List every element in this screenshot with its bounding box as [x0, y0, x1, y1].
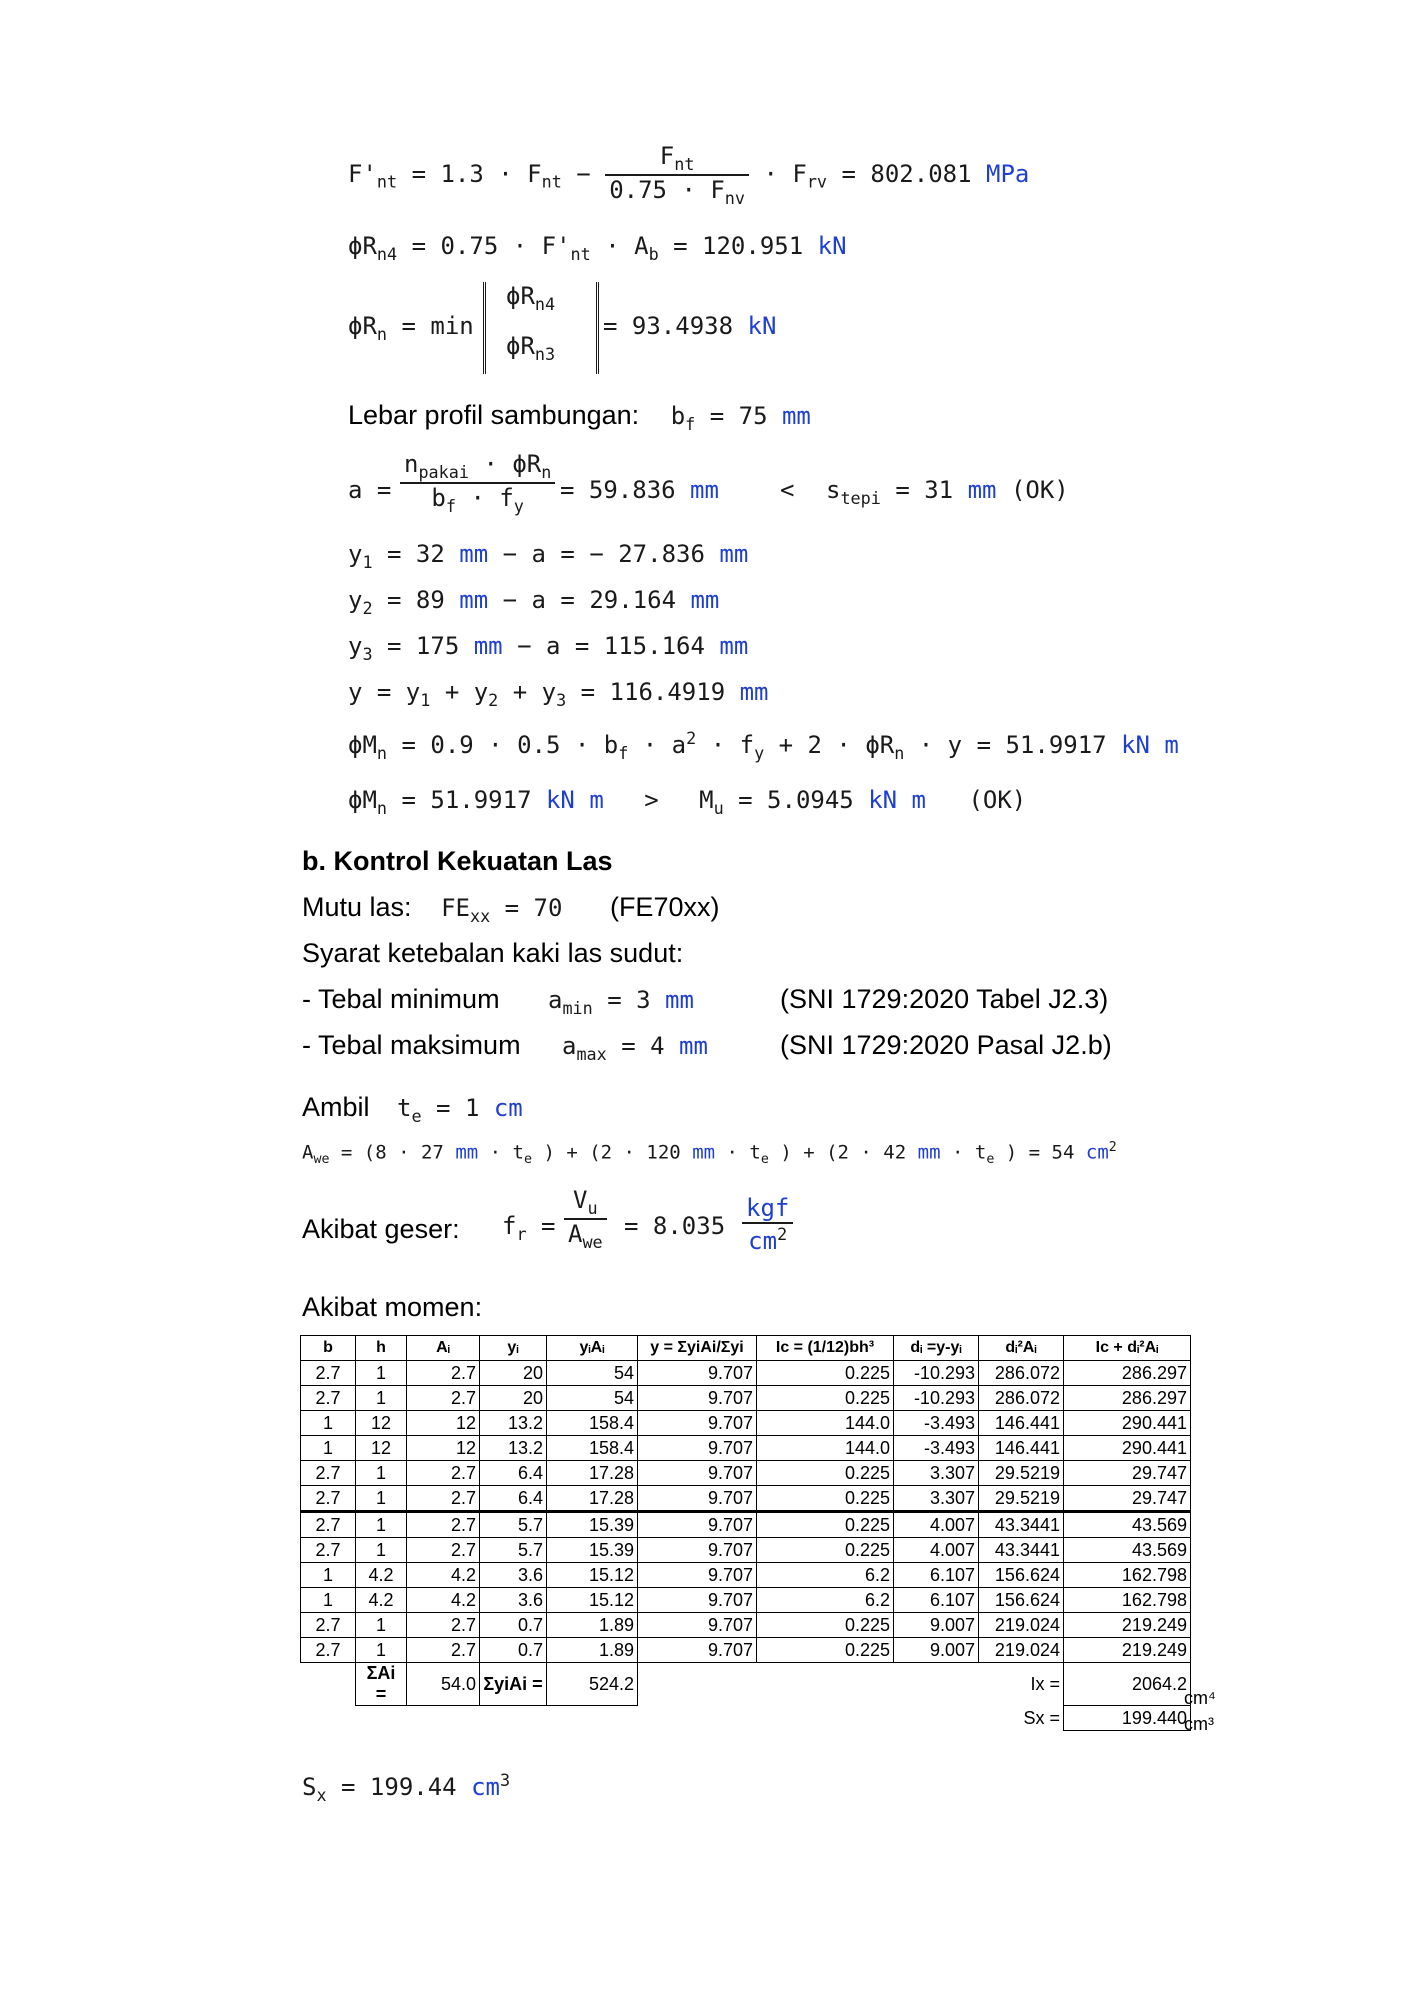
table-cell: 12: [356, 1411, 407, 1436]
table-cell: 2.7: [407, 1386, 480, 1411]
table-cell: 2.7: [407, 1486, 480, 1512]
table-cell: 1: [356, 1512, 407, 1538]
table-cell: 4.007: [894, 1538, 979, 1563]
section-heading: b. Kontrol Kekuatan Las: [302, 846, 613, 876]
col-di2ai: dᵢ²Aᵢ: [979, 1336, 1064, 1361]
table-cell: -3.493: [894, 1411, 979, 1436]
table-cell: 158.4: [547, 1436, 638, 1461]
table-cell: 1: [356, 1386, 407, 1411]
y-sum-formula: $y = y_1 + y_2 + y_3 = 116.4919$ mm: [348, 678, 769, 710]
table-cell: 2.7: [407, 1461, 480, 1486]
table-cell: -10.293: [894, 1386, 979, 1411]
tebal-max-label: - Tebal maksimum: [302, 1030, 521, 1060]
sx-value: 199.440: [1064, 1706, 1191, 1731]
table-cell: 1: [356, 1638, 407, 1663]
table-cell: 5.7: [480, 1512, 547, 1538]
table-cell: 146.441: [979, 1411, 1064, 1436]
table-cell: 9.007: [894, 1638, 979, 1663]
table-cell: 162.798: [1064, 1563, 1191, 1588]
table-cell: 2.7: [301, 1613, 356, 1638]
table-cell: 9.707: [638, 1386, 757, 1411]
table-cell: 43.569: [1064, 1512, 1191, 1538]
table-cell: 15.12: [547, 1588, 638, 1613]
table-cell: 12: [407, 1411, 480, 1436]
tebal-max-ref: (SNI 1729:2020 Pasal J2.b): [780, 1030, 1112, 1060]
table-cell: 4.2: [356, 1588, 407, 1613]
col-yi: yᵢ: [480, 1336, 547, 1361]
table-cell: 219.024: [979, 1638, 1064, 1663]
table-cell: 0.225: [757, 1512, 894, 1538]
tebal-max-formula: $a_{max} = 4$ mm: [562, 1032, 708, 1064]
tebal-min-label: - Tebal minimum: [302, 984, 500, 1014]
table-row: [301, 1512, 1191, 1538]
table-cell: 0.225: [757, 1386, 894, 1411]
table-cell: 43.569: [1064, 1538, 1191, 1563]
sx-final-formula: $S_x = 199.44$ $cm^3$: [302, 1770, 511, 1805]
table-cell: 9.707: [638, 1486, 757, 1512]
table-cell: 1: [301, 1411, 356, 1436]
y2-formula: $y_2 = 89$ mm − a = 29.164 mm: [348, 586, 720, 618]
table-cell: 162.798: [1064, 1588, 1191, 1613]
table-cell: 144.0: [757, 1411, 894, 1436]
phi-mn-formula: $\phi M_n = 0.9 \cdot 0.5 \cdot b_f \cdot a^2 \cdot f_y + 2 \cdot \phi R_n \cdot y = 51.9917$ kN m: [348, 728, 1179, 763]
table-cell: 12: [356, 1436, 407, 1461]
table-row: [301, 1613, 1191, 1638]
table-cell: 2.7: [301, 1638, 356, 1663]
table-cell: 29.747: [1064, 1486, 1191, 1512]
table-row: [301, 1563, 1191, 1588]
table-cell: 219.249: [1064, 1613, 1191, 1638]
sx-row: [301, 1706, 1191, 1731]
fnt-prime-formula: $F'_{nt} = 1.3 \cdot F_{nt}$ − $\frac{F_{nt}}{0.75 \cdot F_{nv}}$ · $F_{rv} = 802.081$ MPa: [348, 142, 1030, 208]
table-cell: 2.7: [301, 1538, 356, 1563]
table-cell: -3.493: [894, 1436, 979, 1461]
table-cell: 290.441: [1064, 1411, 1191, 1436]
table-row: [301, 1386, 1191, 1411]
table-row: [301, 1361, 1191, 1386]
table-cell: 12: [407, 1436, 480, 1461]
table-cell: 4.2: [407, 1563, 480, 1588]
table-cell: 2.7: [407, 1638, 480, 1663]
table-cell: 1: [356, 1461, 407, 1486]
table-cell: 9.707: [638, 1361, 757, 1386]
table-row: [301, 1461, 1191, 1486]
tebal-min-formula: $a_{min} = 3$ mm: [548, 986, 694, 1018]
table-cell: 6.4: [480, 1486, 547, 1512]
table-cell: 9.707: [638, 1588, 757, 1613]
col-ai: Aᵢ: [407, 1336, 480, 1361]
table-row: [301, 1411, 1191, 1436]
table-cell: 286.072: [979, 1386, 1064, 1411]
sx-label: Sx =: [1023, 1707, 1060, 1728]
table-row: [301, 1638, 1191, 1663]
table-cell: 290.441: [1064, 1436, 1191, 1461]
table-cell: 54: [547, 1361, 638, 1386]
y1-formula: $y_1 = 32$ mm − a = − 27.836 mm: [348, 540, 749, 572]
table-cell: 2.7: [301, 1361, 356, 1386]
table-cell: 6.4: [480, 1461, 547, 1486]
ix-value: 2064.2: [1064, 1663, 1191, 1706]
y3-formula: $y_3 = 175$ mm − a = 115.164 mm: [348, 632, 749, 664]
fr-unit-fraction: kgf $cm^2$: [742, 1194, 793, 1255]
lebar-profil-line: Lebar profil sambungan: $b_f = 75$ mm: [348, 400, 811, 434]
table-cell: 2.7: [301, 1512, 356, 1538]
table-cell: 2.7: [301, 1486, 356, 1512]
table-cell: 1: [301, 1588, 356, 1613]
table-row: [301, 1486, 1191, 1512]
momen-label: Akibat momen:: [302, 1292, 483, 1322]
table-cell: 156.624: [979, 1588, 1064, 1613]
table-cell: -10.293: [894, 1361, 979, 1386]
table-cell: 3.6: [480, 1563, 547, 1588]
table-cell: 5.7: [480, 1538, 547, 1563]
table-cell: 0.7: [480, 1638, 547, 1663]
geser-label: Akibat geser:: [302, 1214, 460, 1244]
table-cell: 9.707: [638, 1512, 757, 1538]
table-cell: 13.2: [480, 1436, 547, 1461]
table-cell: 1: [356, 1486, 407, 1512]
section-property-table: [300, 1335, 1191, 1731]
table-cell: 0.225: [757, 1361, 894, 1386]
table-cell: 15.39: [547, 1538, 638, 1563]
table-cell: 1: [356, 1361, 407, 1386]
table-cell: 286.072: [979, 1361, 1064, 1386]
table-cell: 0.225: [757, 1638, 894, 1663]
table-cell: 4.007: [894, 1512, 979, 1538]
table-cell: 43.3441: [979, 1512, 1064, 1538]
table-cell: 54: [547, 1386, 638, 1411]
document-page: $F'_{nt} = 1.3 \cdot F_{nt}$ − $\frac{F_{nt}}{0.75 \cdot F_{nv}}$ · $F_{rv} = 802.081$ MPa $\phi R_{n4} = 0.75 \cdot F'_{nt} \cdot A_b = 120.951$ kN $\phi R_n = \min$ $\phi R_{n4}$ $\phi R_{n3}$ = 93.4938 kN Lebar profil sambungan: $b_f = 75$ mm a = $n_{pakai} \cdot \phi R_n$ $b_f \cdot f_y$ = 59.836 mm < $s_{tepi} = 31$ mm (OK) $y_1 = 32$ mm − a = − 27.836 mm $y_2 = 89$ mm − a = 29.164 mm $y_3 = 175$ mm − a = 115.164 mm $y = y_1 + y_2 + y_3 = 116.4919$ mm $\phi M_n = 0.9 \cdot 0.5 \cdot b_f \cdot a^2 \cdot f_y + 2 \cdot \phi R_n \cdot y = 51.9917$ kN m $\phi M_n = 51.9917$ kN $m > M_u = 5.0945$ kN m (OK) b. Kontrol Kekuatan Las Mutu las: $FE_{xx} = 70$ (FE70xx) Syarat ketebalan kaki las sudut: - Tebal minimum $a_{min} = 3$ mm (SNI 1729:2020 Tabel J2.3) - Tebal maksimum $a_{max} = 4$ mm (SNI 1729:2020 Pasal J2.b) Ambil $t_e = 1$ cm $A_{we} = (8 \cdot 27$ mm · $t_e$ ) + (2 · 120 mm · $t_e$ ) + (2 · 42 mm · $t_e$ ) = 54 $cm^2$ Akibat geser: $f_r$ = $V_u$ $A_{we}$ = 8.035 kgf $cm^2$ Akibat momen: b h Aᵢ yᵢ yᵢAᵢ y = ΣyiAi/Σyi Ic = (1/12)bh³ dᵢ =y-yᵢ dᵢ²Aᵢ Ic + dᵢ²Aᵢ 2.7 1 2.7 20 54 9.707 0.225 -10.293 286.072 286.297 2.7 1 2.7 20 54 9.707 0.225 -10.293 286.072 286.297 1 12 12 13.2 158.4 9.707 144.0 -3.493 146.441 290.441 1 12 12 13.2 158.4 9.707 144.0 -3.493 146.441 290.441 2.7 1 2.7 6.4 17.28 9.707 0.225 3.307 29.5219 29.747 2.7 1 2.7 6.4 17.28 9.707 0.225 3.307 29.5219 29.747 2.7 1 2.7 5.7 15.39 9.707 0.225 4.007 43.3441 43.569 2.7 1 2.7 5.7 15.39 9.707 0.225 4.007 43.3441 43.569 1 4.2 4.2 3.6 15.12 9.707 6.2 6.107 156.624 162.798 1 4.2 4.2 3.6 15.12 9.707 6.2 6.107 156.624 162.798 2.7 1 2.7 0.7 1.89 9.707 0.225 9.007 219.024 219.249 2.7 1 2.7 0.7 1.89 9.707 0.225 9.007 219.024 219.249 ΣAi = 54.0 ΣyiAi = 524.2 Ix = 2064.2 Sx = 199.440 cm⁴ cm³ $S_x = 199.44$ $cm^3$: [302, 142, 1216, 1805]
table-cell: 6.2: [757, 1588, 894, 1613]
table-cell: 4.2: [407, 1588, 480, 1613]
table-cell: 0.225: [757, 1613, 894, 1638]
table-row: [301, 1538, 1191, 1563]
table-cell: 0.225: [757, 1461, 894, 1486]
table-cell: 1.89: [547, 1638, 638, 1663]
tebal-min-ref: (SNI 1729:2020 Tabel J2.3): [780, 984, 1109, 1014]
col-di: dᵢ =y-yᵢ: [894, 1336, 979, 1361]
sum-yiai-value: 524.2: [547, 1663, 638, 1706]
table-cell: 29.5219: [979, 1486, 1064, 1512]
syarat-line: Syarat ketebalan kaki las sudut:: [302, 938, 684, 968]
table-cell: 1: [301, 1436, 356, 1461]
table-cell: 9.707: [638, 1638, 757, 1663]
table-cell: 17.28: [547, 1461, 638, 1486]
col-b: b: [301, 1336, 356, 1361]
sum-ai-label: ΣAi =: [356, 1663, 407, 1706]
table-cell: 20: [480, 1361, 547, 1386]
sum-ai-value: 54.0: [407, 1663, 480, 1706]
table-cell: 3.6: [480, 1588, 547, 1613]
a-fraction: $n_{pakai} \cdot \phi R_n$ $b_f \cdot f_y$: [400, 450, 555, 516]
table-cell: 158.4: [547, 1411, 638, 1436]
table-cell: 9.707: [638, 1538, 757, 1563]
table-cell: 144.0: [757, 1436, 894, 1461]
table-cell: 0.225: [757, 1486, 894, 1512]
mutu-las-line: Mutu las: $FE_{xx} = 70$ (FE70xx): [302, 892, 720, 926]
table-cell: 0.7: [480, 1613, 547, 1638]
table-cell: 43.3441: [979, 1538, 1064, 1563]
table-cell: 9.707: [638, 1563, 757, 1588]
phi-rn4-formula: $\phi R_{n4} = 0.75 \cdot F'_{nt} \cdot A_b = 120.951$ kN: [348, 232, 847, 264]
table-cell: 1: [356, 1538, 407, 1563]
table-cell: 2.7: [407, 1613, 480, 1638]
table-cell: 2.7: [407, 1538, 480, 1563]
table-cell: 9.707: [638, 1613, 757, 1638]
phi-mn-check: $\phi M_n = 51.9917$ kN $m > M_u = 5.0945$ kN m (OK): [348, 786, 1027, 818]
sx-unit: cm³: [1184, 1714, 1214, 1734]
table-header-row: [301, 1336, 1191, 1361]
table-cell: 17.28: [547, 1486, 638, 1512]
table-cell: 9.707: [638, 1461, 757, 1486]
col-total: Ic + dᵢ²Aᵢ: [1064, 1336, 1191, 1361]
ambil-line: Ambil $t_e = 1$ cm: [302, 1092, 523, 1126]
fr-fraction: $V_u$ $A_{we}$: [564, 1186, 607, 1252]
ix-unit: cm⁴: [1184, 1688, 1216, 1708]
col-yiai: yᵢAᵢ: [547, 1336, 638, 1361]
table-cell: 2.7: [301, 1461, 356, 1486]
sum-row: [301, 1663, 1191, 1706]
table-cell: 29.747: [1064, 1461, 1191, 1486]
awe-formula: $A_{we} = (8 \cdot 27$ mm · $t_e$ ) + (2 · 120 mm · $t_e$ ) + (2 · 42 mm · $t_e$ ) = 54 $cm^2$: [302, 1140, 1117, 1168]
table-cell: 219.024: [979, 1613, 1064, 1638]
table-cell: 9.707: [638, 1436, 757, 1461]
table-cell: 156.624: [979, 1563, 1064, 1588]
table-cell: 0.225: [757, 1538, 894, 1563]
table-cell: 3.307: [894, 1486, 979, 1512]
table-cell: 1: [301, 1563, 356, 1588]
table-cell: 6.107: [894, 1563, 979, 1588]
table-cell: 219.249: [1064, 1638, 1191, 1663]
table-cell: 4.2: [356, 1563, 407, 1588]
table-cell: 20: [480, 1386, 547, 1411]
table-cell: 15.39: [547, 1512, 638, 1538]
fnt-fraction: $\frac{F_{nt}}{0.75 \cdot F_{nv}}$: [605, 142, 749, 208]
table-row: [301, 1436, 1191, 1461]
table-cell: 2.7: [407, 1512, 480, 1538]
table-cell: 286.297: [1064, 1361, 1191, 1386]
ix-label: Ix =: [1030, 1673, 1060, 1694]
table-cell: 13.2: [480, 1411, 547, 1436]
col-y: y = ΣyiAi/Σyi: [638, 1336, 757, 1361]
col-ic: Ic = (1/12)bh³: [757, 1336, 894, 1361]
table-cell: 2.7: [407, 1361, 480, 1386]
table-cell: 15.12: [547, 1563, 638, 1588]
col-h: h: [356, 1336, 407, 1361]
table-cell: 9.707: [638, 1411, 757, 1436]
table-cell: 3.307: [894, 1461, 979, 1486]
table-cell: 9.007: [894, 1613, 979, 1638]
sum-yiai-label: ΣyiAi =: [480, 1663, 547, 1706]
table-cell: 1: [356, 1613, 407, 1638]
table-cell: 2.7: [301, 1386, 356, 1411]
table-cell: 6.107: [894, 1588, 979, 1613]
table-cell: 286.297: [1064, 1386, 1191, 1411]
table-cell: 6.2: [757, 1563, 894, 1588]
table-cell: 1.89: [547, 1613, 638, 1638]
table-row: [301, 1588, 1191, 1613]
table-cell: 146.441: [979, 1436, 1064, 1461]
table-cell: 29.5219: [979, 1461, 1064, 1486]
